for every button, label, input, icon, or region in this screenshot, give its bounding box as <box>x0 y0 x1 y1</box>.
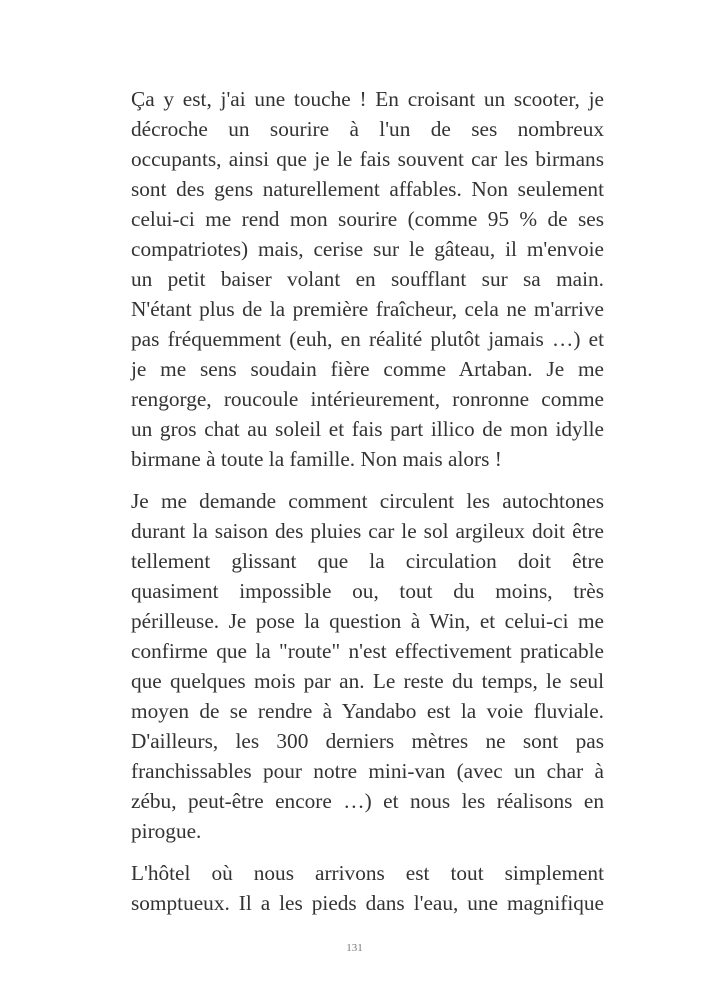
text-line: un gros chat au soleil et fais part illico de mon idylle <box>131 417 604 441</box>
text-line: rengorge, roucoule intérieurement, ronronne comme <box>131 387 604 411</box>
text-line: que quelques mois par an. Le reste du temps, le seul <box>131 669 604 693</box>
text-line: pirogue. <box>131 819 202 843</box>
text-line: pas fréquemment (euh, en réalité plutôt jamais …) et <box>131 327 604 351</box>
page-number: 131 <box>346 942 363 954</box>
text-line: moyen de se rendre à Yandabo est la voie fluviale. <box>131 699 604 723</box>
text-line: zébu, peut-être encore …) et nous les réalisons en <box>131 789 604 813</box>
text-line: un petit baiser volant en soufflant sur sa main. <box>131 267 604 291</box>
text-line: je me sens soudain fière comme Artaban. Je me <box>131 357 604 381</box>
text-line: Je me demande comment circulent les autochtones <box>131 489 604 513</box>
paragraph <box>131 486 604 846</box>
text-line: décroche un sourire à l'un de ses nombreux <box>131 117 604 141</box>
text-line: celui-ci me rend mon sourire (comme 95 % de ses <box>131 207 604 231</box>
text-line: quasiment impossible ou, tout du moins, très <box>131 579 604 603</box>
text-line: Ça y est, j'ai une touche ! En croisant un scooter, je <box>131 87 604 111</box>
text-line: périlleuse. Je pose la question à Win, et celui-ci me <box>131 609 604 633</box>
text-line: sont des gens naturellement affables. Non seulement <box>131 177 604 201</box>
text-line: durant la saison des pluies car le sol argileux doit être <box>131 519 604 543</box>
text-line: birmane à toute la famille. Non mais alors ! <box>131 447 502 471</box>
text-line: confirme que la "route" n'est effectivement praticable <box>131 639 604 663</box>
text-line: N'étant plus de la première fraîcheur, cela ne m'arrive <box>131 297 604 321</box>
paragraph <box>131 858 604 918</box>
text-line: franchissables pour notre mini-van (avec un char à <box>131 759 604 783</box>
text-line: occupants, ainsi que je le fais souvent car les birmans <box>131 147 604 171</box>
text-line: D'ailleurs, les 300 derniers mètres ne sont pas <box>131 729 604 753</box>
text-line: tellement glissant que la circulation doit être <box>131 549 604 573</box>
body-text <box>131 84 604 930</box>
text-line: L'hôtel où nous arrivons est tout simplement <box>131 861 604 885</box>
paragraph <box>131 84 604 474</box>
text-line: somptueux. Il a les pieds dans l'eau, une magnifique <box>131 891 604 915</box>
text-line: compatriotes) mais, cerise sur le gâteau, il m'envoie <box>131 237 604 261</box>
